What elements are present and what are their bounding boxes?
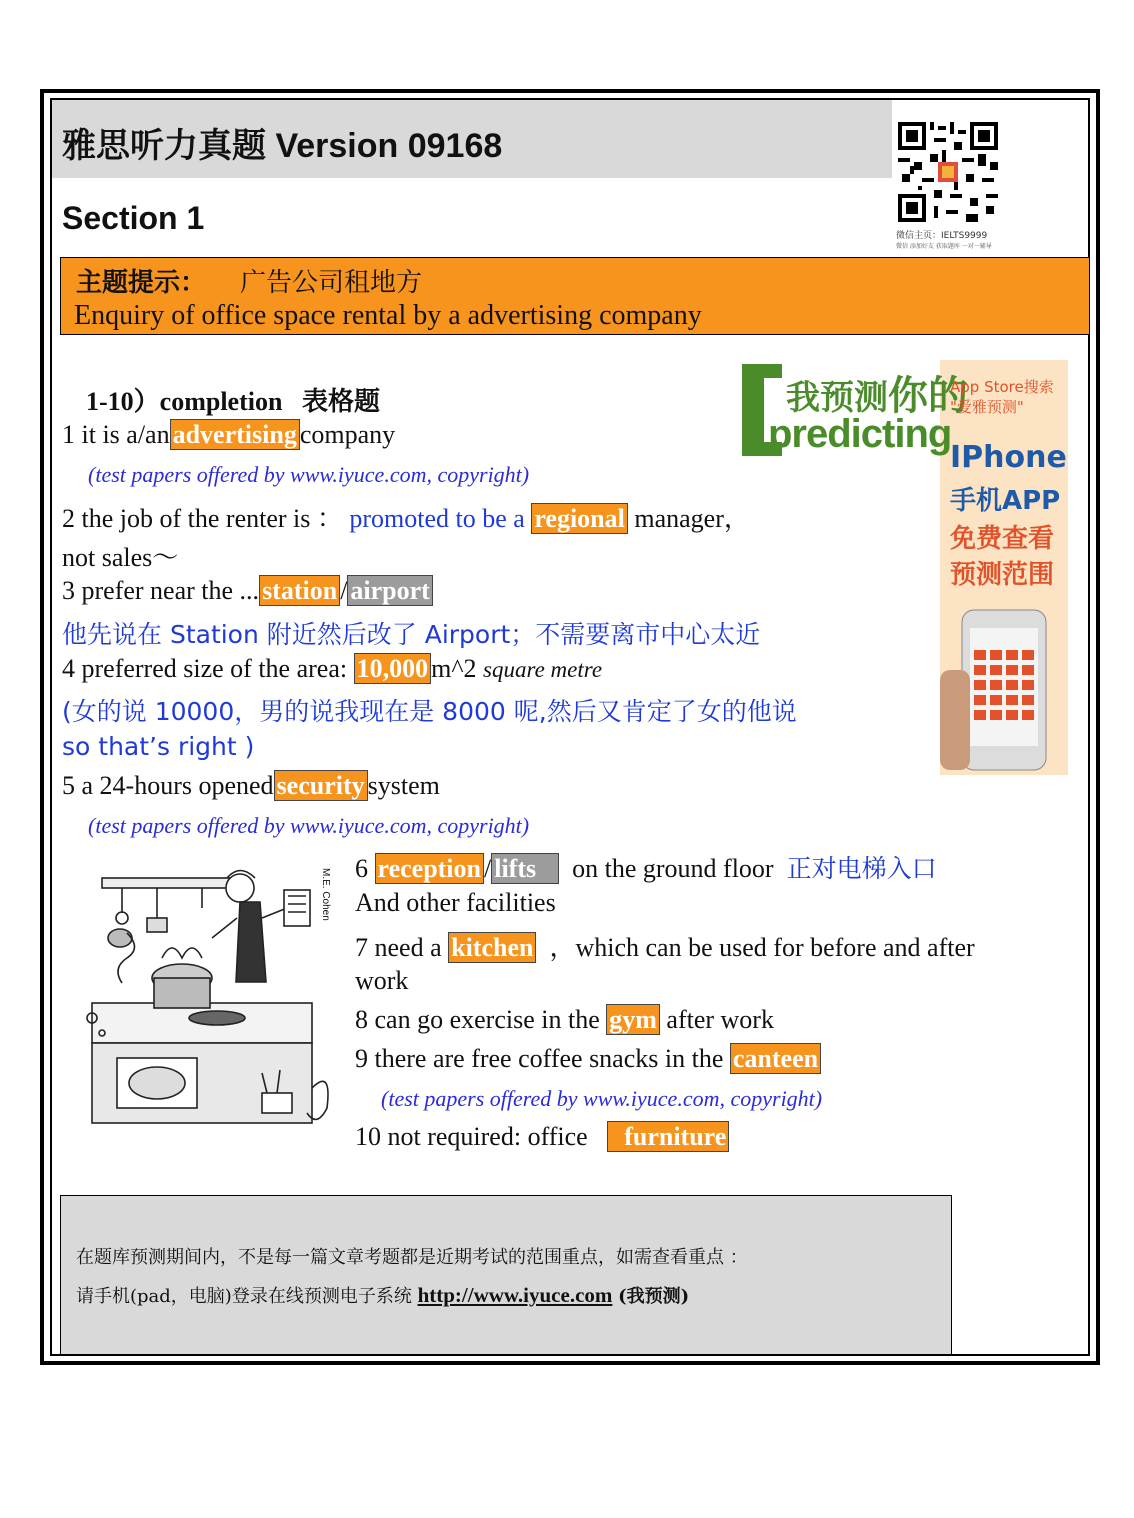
q7-text: 7 need a [355,933,442,962]
q7-post: ，which can be used for before and after [549,933,975,962]
ad-scope: 预测范围 [950,560,1055,590]
q7-line2: work [355,966,409,995]
q4-unit-italic: square metre [483,657,603,682]
website-link[interactable]: http://www.iyuce.com [417,1283,613,1307]
question-3 [62,576,433,606]
q8-answer: gym [606,1004,660,1035]
q6-answer-2: lifts [491,853,559,884]
q4-unit: m^2 [431,654,477,683]
kitchen-cartoon-illustration [62,858,352,1148]
ad-brand-en: predicting [768,412,952,456]
q10-text: 10 not required: office [355,1122,588,1151]
q7-answer: kitchen [448,932,536,963]
ad-iphone: IPhone [950,440,1067,475]
q2-post: manager， [634,504,750,533]
question-5 [62,771,440,801]
q4-text: 4 preferred size of the area: [62,654,348,683]
q6-note: 正对电梯入口 [786,854,937,883]
qr-caption-small: 微信 添加好友 获取题库 一对一辅导 [896,243,992,250]
q5-post: system [367,771,440,800]
q3-sep: / [340,576,348,605]
copyright-note-1: (test papers offered by www.iyuce.com, copyright) [88,462,530,487]
q4-answer: 10,000 [354,653,432,684]
ad-brand-cn: 我预测你的 [786,373,968,419]
q6-answer-1: reception [375,853,485,884]
q1-answer: advertising [170,419,300,450]
page-title: 雅思听力真题 Version 09168 [62,127,503,165]
heading-cn: 表格题 [301,387,380,417]
question-9 [355,1044,821,1074]
q1-text: 1 it is a/an [62,420,170,449]
copyright-note-2: (test papers offered by www.iyuce.com, copyright) [88,813,530,838]
q2-answer: regional [531,503,628,534]
topic-label: 主题提示： [76,268,207,298]
q9-answer: canteen [730,1043,821,1074]
question-1 [62,420,395,450]
question-heading [86,381,380,418]
q2-blue: promoted to be a [349,504,525,533]
ad-free: 免费查看 [950,524,1055,554]
qr-caption: 微信主页：IELTS9999 [896,231,988,241]
question-10 [355,1122,729,1152]
q1-post: company [299,420,396,449]
q8-text: 8 can go exercise in the [355,1005,600,1034]
q6-post: on the ground floor [572,854,774,883]
copyright-note-3: (test papers offered by www.iyuce.com, copyright) [381,1086,823,1111]
q4-note-1: (女的说 10000，男的说我现在是 8000 呢,然后又肯定了女的他说 [62,697,797,726]
q3-answer-1: station [259,575,340,606]
q5-answer: security [274,770,368,801]
notice-text: 请手机(pad，电脑)登录在线预测电子系统 [76,1286,412,1307]
q6-text: 6 [355,854,368,883]
topic-cn: 广告公司租地方 [240,268,423,298]
q9-text: 9 there are free coffee snacks in the [355,1044,724,1073]
question-8 [355,1005,774,1035]
cartoon-signature: M.E. Cohen [320,868,331,921]
heading-range: 1-10）completion [86,387,283,416]
question-7 [355,927,975,964]
q2-text: 2 the job of the renter is ： [62,504,343,533]
q3-text: 3 prefer near the ... [62,576,260,605]
q6-sep: / [484,854,492,883]
q5-text: 5 a 24-hours opened [62,771,274,800]
q4-note-2: so that’s right ) [62,732,255,761]
notice-line-1: 在题库预测期间内，不是每一篇文章考题都是近期考试的范围重点，如需查看重点 ： [76,1247,748,1268]
notice-line-2 [76,1282,689,1308]
ad-store-name: "爱雅预测" [950,398,1024,416]
ad-store-text: App Store搜索 [950,378,1054,396]
app-advertisement[interactable] [740,360,1070,775]
question-4 [62,654,602,684]
topic-en: Enquiry of office space rental by a advertising company [74,300,702,331]
q3-note: 他先说在 Station 附近然后改了 Airport；不需要离市中心太近 [62,620,761,649]
question-2 [62,498,750,535]
q10-answer: furniture [607,1121,729,1152]
notice-box [60,1195,952,1355]
ad-app: 手机APP [950,486,1061,516]
q8-post: after work [666,1005,774,1034]
notice-suffix: (我预测) [618,1286,690,1307]
q2-line2: not sales～ [62,543,179,572]
question-6 [355,849,937,885]
facilities-heading: And other facilities [355,888,556,917]
q3-answer-2: airport [347,575,432,606]
section-title: Section 1 [62,200,205,236]
